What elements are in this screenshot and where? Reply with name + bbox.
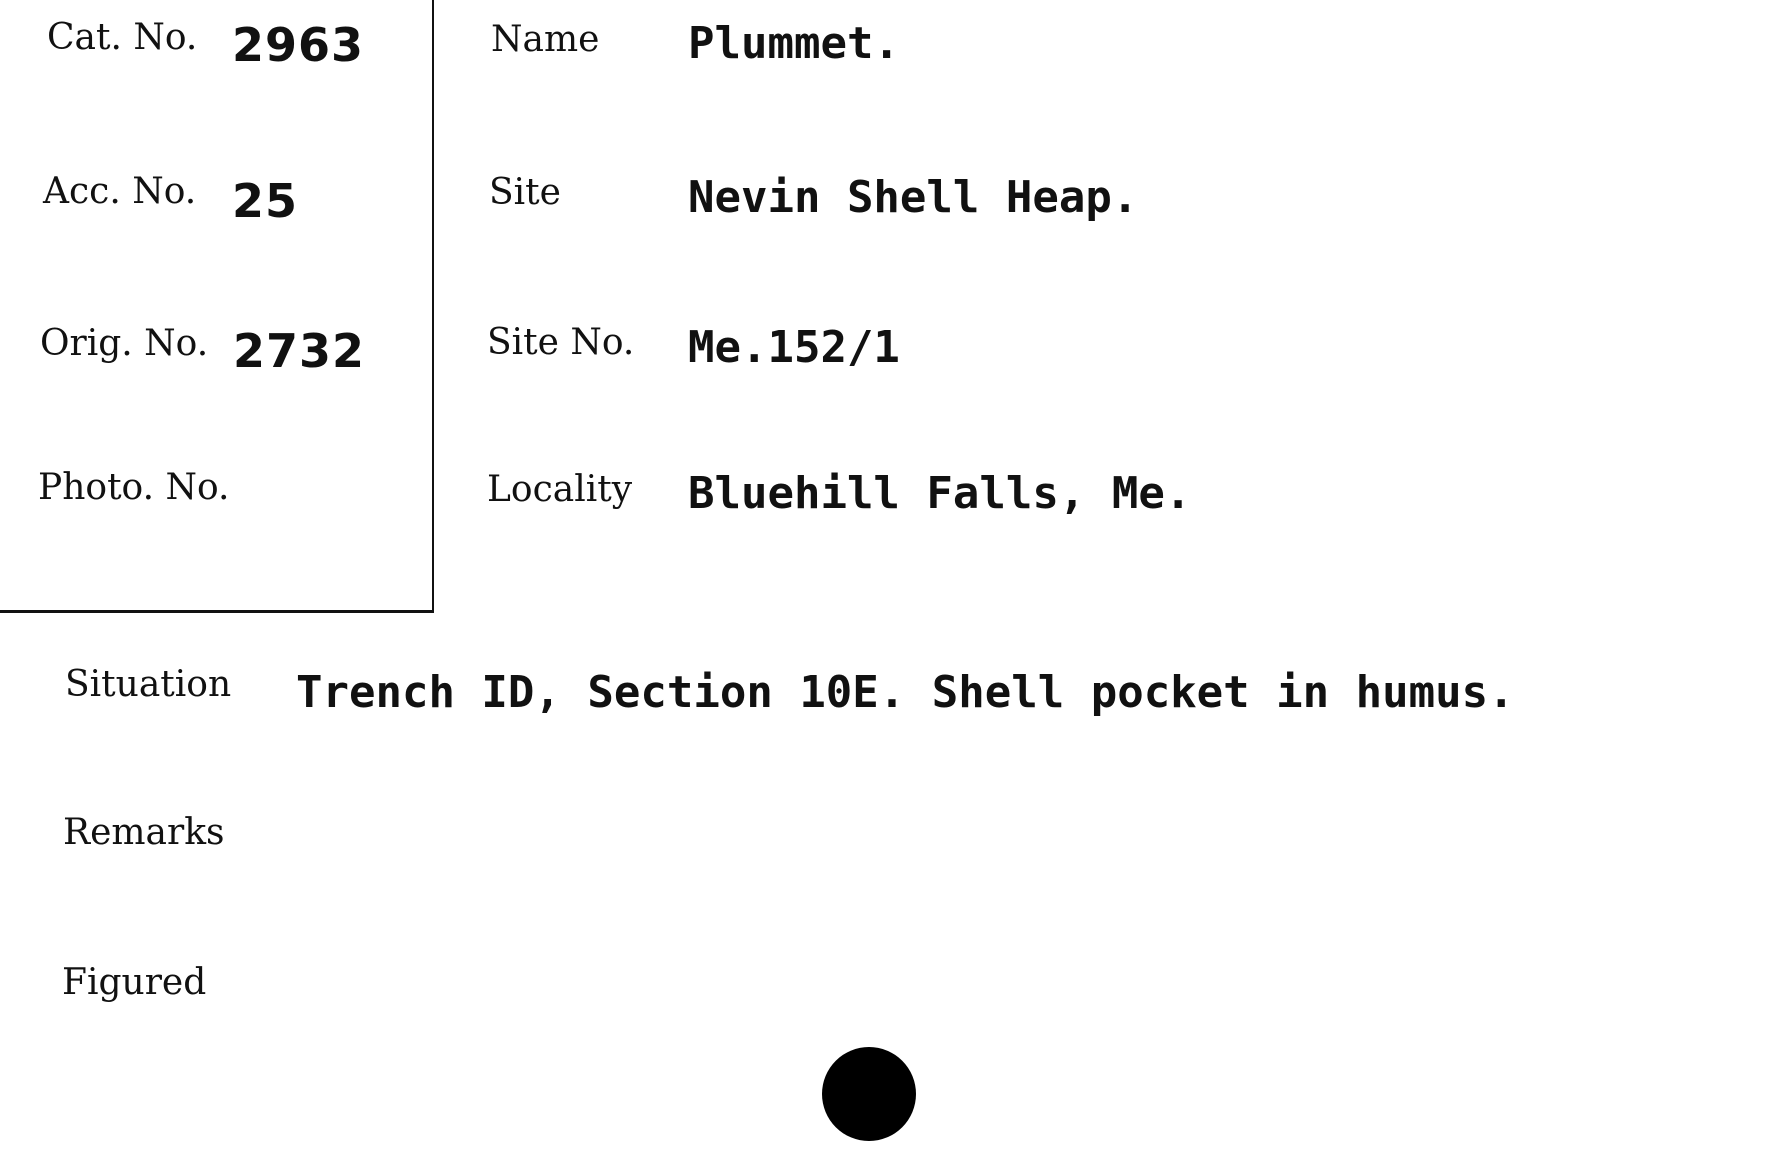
acc-no-label: Acc. No. bbox=[43, 171, 197, 212]
locality-label: Locality bbox=[487, 469, 633, 510]
orig-no-value: 2732 bbox=[233, 324, 366, 378]
figured-label: Figured bbox=[62, 962, 207, 1003]
situation-label: Situation bbox=[65, 664, 232, 705]
locality-value: Bluehill Falls, Me. bbox=[688, 468, 1192, 519]
site-no-value: Me.152/1 bbox=[688, 322, 900, 373]
cat-no-value: 2963 bbox=[232, 18, 365, 72]
site-value: Nevin Shell Heap. bbox=[688, 172, 1139, 223]
situation-value: Trench ID, Section 10E. Shell pocket in humus. bbox=[296, 667, 1515, 718]
remarks-label: Remarks bbox=[63, 812, 225, 853]
photo-no-label: Photo. No. bbox=[38, 467, 230, 508]
cat-no-label: Cat. No. bbox=[47, 17, 198, 58]
name-value: Plummet. bbox=[688, 18, 900, 69]
orig-no-label: Orig. No. bbox=[40, 323, 209, 364]
site-no-label: Site No. bbox=[487, 322, 635, 363]
acc-no-value: 25 bbox=[232, 174, 299, 228]
name-label: Name bbox=[491, 19, 600, 60]
site-label: Site bbox=[489, 172, 561, 213]
id-numbers-box bbox=[0, 0, 434, 613]
punch-hole bbox=[822, 1047, 916, 1141]
